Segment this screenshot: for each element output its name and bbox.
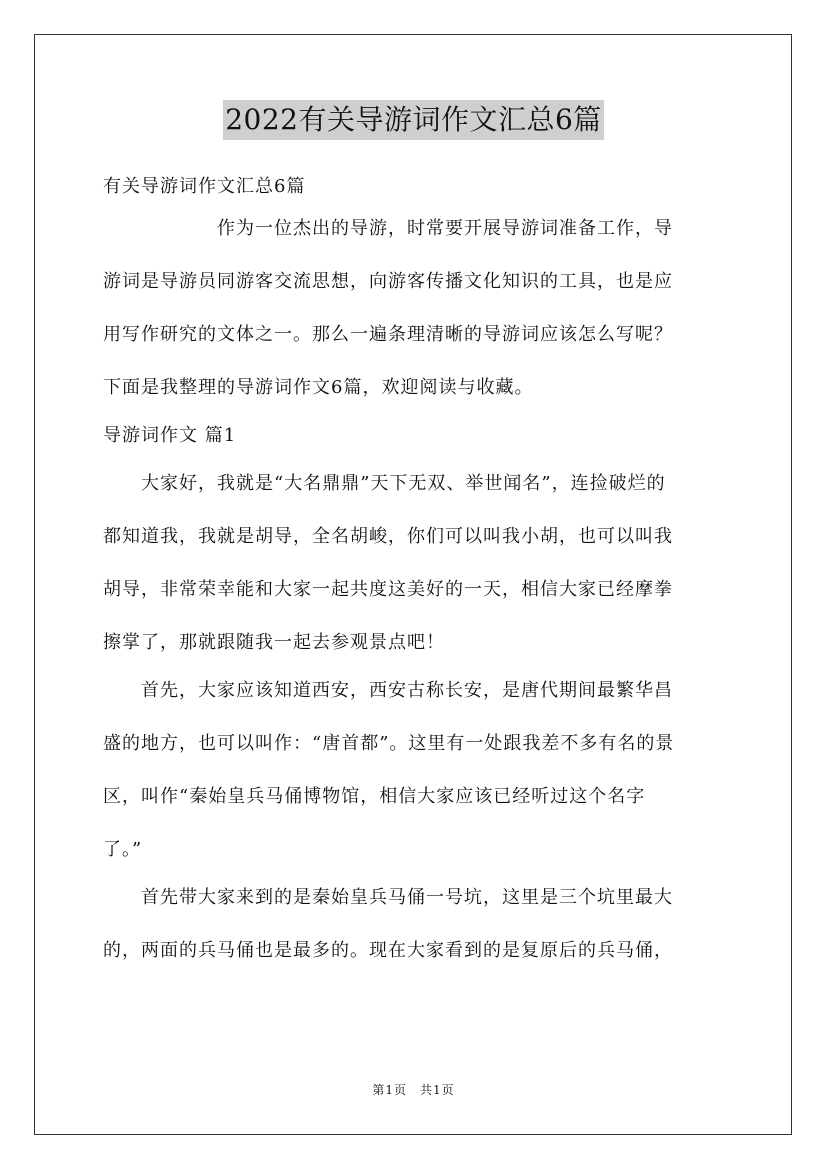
body-paragraph: [103, 677, 725, 863]
text-line: 用写作研究的文体之一。那么一遍条理清晰的导游词应该怎么写呢？: [103, 324, 673, 345]
text-line: 大家好，我就是“大名鼎鼎”天下无双、举世闻名”，连捡破烂的: [103, 473, 666, 494]
text-line: 区，叫作“秦始皇兵马俑博物馆，相信大家应该已经听过这个名字: [103, 786, 646, 807]
text-line: 下面是我整理的导游词作文6篇，欢迎阅读与收藏。: [103, 377, 534, 398]
document-body: [103, 173, 725, 985]
document-title: 2022有关导游词作文汇总6篇: [223, 100, 604, 140]
text-line: 作为一位杰出的导游，时常要开展导游词准备工作，导: [103, 218, 673, 239]
text-line: 擦掌了，那就跟随我一起去参观景点吧！: [103, 632, 445, 653]
text-line: 都知道我，我就是胡导，全名胡峻，你们可以叫我小胡，也可以叫我: [103, 526, 673, 547]
section-heading: 导游词作文 篇1: [103, 425, 237, 446]
text-line: 了。”: [103, 839, 143, 860]
text-line: 首先带大家来到的是秦始皇兵马俑一号坑，这里是三个坑里最大: [103, 887, 673, 908]
document-subtitle: 有关导游词作文汇总6篇: [103, 176, 306, 197]
body-paragraph: [103, 470, 725, 656]
text-line: 游词是导游员同游客交流思想，向游客传播文化知识的工具，也是应: [103, 271, 673, 292]
title-container: [0, 100, 827, 140]
text-line: 的，两面的兵马俑也是最多的。现在大家看到的是复原后的兵马俑，: [103, 940, 673, 961]
body-paragraph: [103, 884, 725, 964]
intro-paragraph: [103, 215, 725, 401]
text-line: 盛的地方，也可以叫作：“唐首都”。这里有一处跟我差不多有名的景: [103, 733, 675, 754]
page-footer: 第1页 共1页: [372, 1083, 455, 1097]
text-line: 胡导，非常荣幸能和大家一起共度这美好的一天，相信大家已经摩拳: [103, 579, 673, 600]
text-line: 首先，大家应该知道西安，西安古称长安，是唐代期间最繁华昌: [103, 680, 673, 701]
